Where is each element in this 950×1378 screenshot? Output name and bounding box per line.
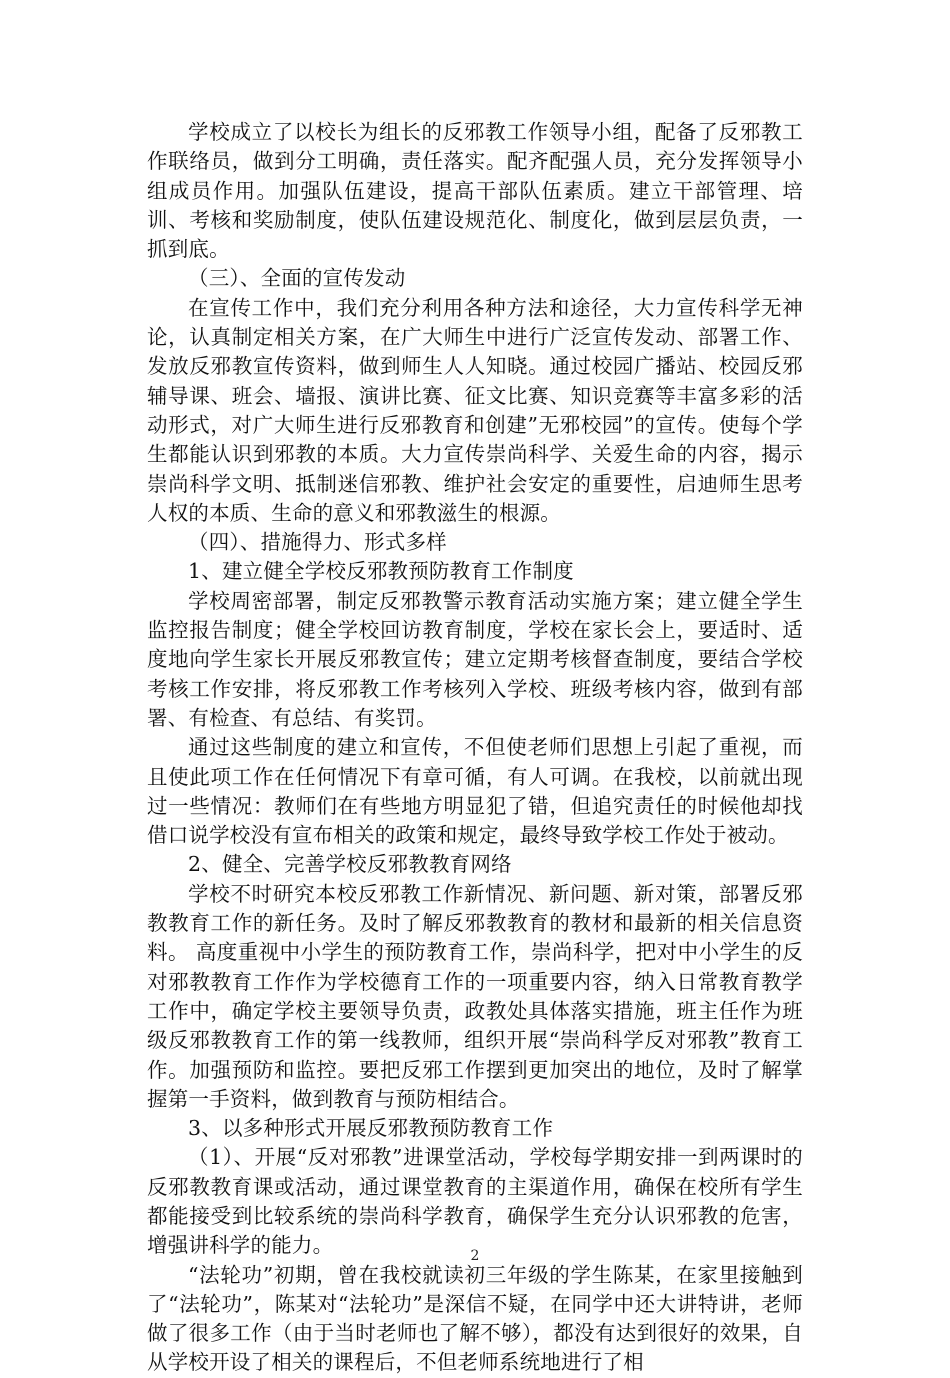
subheading-network: 2、健全、完善学校反邪教教育网络 <box>188 852 512 877</box>
document-body <box>147 118 803 1378</box>
section-heading-measures: （四）、措施得力、形式多样 <box>188 530 447 555</box>
paragraph-network: 学校不时研究本校反邪教工作新情况、新问题、新对策，部署反邪教教育工作的新任务。及时了解反邪教教育的教材和最新的相关信息资料。 高度重视中小学生的预防教育工作，崇尚科学，把对中小学生的反对邪教教育工作作为学校德育工作的一项重要内容，纳入日常教育教学工作中，确定学校主要领导负责，政教处具体落实措施，班主任作为班级反邪教教育工作的第一线教师，组织开展“崇尚科学反对邪教”教育工作。加强预防和监控。要把反邪工作摆到更加突出的地位，及时了解掌握第一手资料，做到教育与预防相结合。 <box>147 881 803 1111</box>
subheading-system: 1、建立健全学校反邪教预防教育工作制度 <box>188 559 574 584</box>
paragraph-case: “法轮功”初期，曾在我校就读初三年级的学生陈某，在家里接触到了“法轮功”，陈某对“法轮功”是深信不疑，在同学中还大讲特讲，老师做了很多工作（由于当时老师也了解不够），都没有达到很好的效果，自从学校开设了相关的课程后，不但老师系统地进行了相 <box>147 1262 803 1375</box>
paragraph-classroom: （1）、开展“反对邪教”进课堂活动，学校每学期安排一到两课时的反邪教教育课或活动，通过课堂教育的主渠道作用，确保在校所有学生都能接受到比较系统的崇尚科学教育，确保学生充分认识邪教的危害，增强讲科学的能力。 <box>147 1145 803 1258</box>
paragraph-publicity: 在宣传工作中，我们充分利用各种方法和途径，大力宣传科学无神论，认真制定相关方案，在广大师生中进行广泛宣传发动、部署工作、发放反邪教宣传资料，做到师生人人知晓。通过校园广播站、校园反邪辅导课、班会、墙报、演讲比赛、征文比赛、知识竞赛等丰富多彩的活动形式，对广大师生进行反邪教育和创建”无邪校园”的宣传。使每个学生都能认识到邪教的本质。大力宣传崇尚科学、关爱生命的内容，揭示崇尚科学文明、抵制迷信邪教、维护社会安定的重要性，启迪师生思考人权的本质、生命的意义和邪教滋生的根源。 <box>147 295 803 525</box>
section-heading-publicity: （三）、全面的宣传发动 <box>188 266 406 291</box>
page-number: 2 <box>470 1248 480 1264</box>
subheading-forms: 3、以多种形式开展反邪教预防教育工作 <box>188 1116 554 1141</box>
paragraph-system-effect: 通过这些制度的建立和宣传，不但使老师们思想上引起了重视，而且使此项工作在任何情况下有章可循，有人可调。在我校，以前就出现过一些情况：教师们在有些地方明显犯了错，但追究责任的时候他却找借口说学校没有宣布相关的政策和规定，最终导致学校工作处于被动。 <box>147 735 803 848</box>
paragraph-leadership-group: 学校成立了以校长为组长的反邪教工作领导小组，配备了反邪教工作联络员，做到分工明确，责任落实。配齐配强人员，充分发挥领导小组成员作用。加强队伍建设，提高干部队伍素质。建立干部管理、培训、考核和奖励制度，使队伍建设规范化、制度化，做到层层负责，一抓到底。 <box>147 120 803 262</box>
paragraph-system: 学校周密部署，制定反邪教警示教育活动实施方案；建立健全学生监控报告制度；健全学校回访教育制度，学校在家长会上，要适时、适度地向学生家长开展反邪教宣传；建立定期考核督查制度，要结合学校考核工作安排，将反邪教工作考核列入学校、班级考核内容，做到有部署、有检查、有总结、有奖罚。 <box>147 588 803 730</box>
